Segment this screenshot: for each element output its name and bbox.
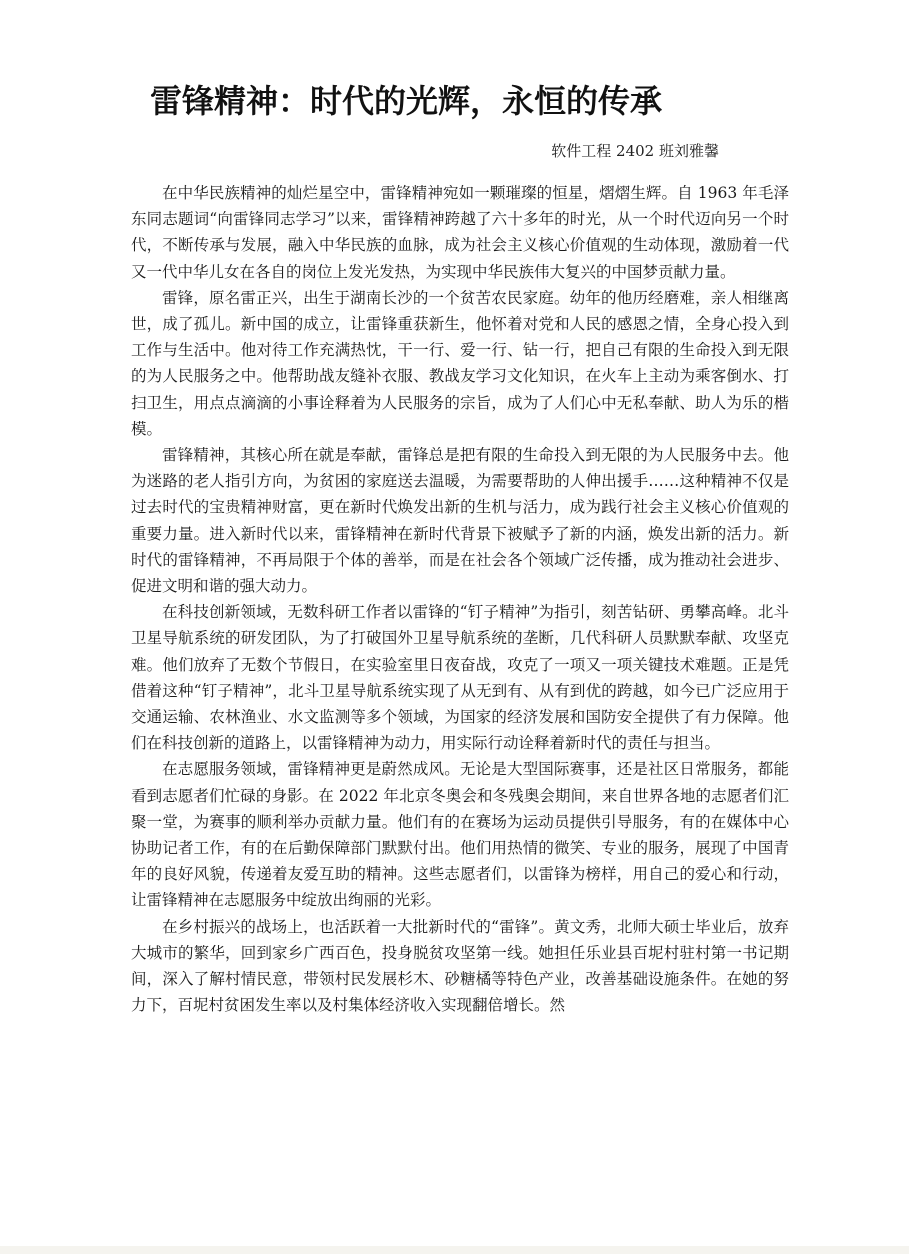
body-paragraph: 在乡村振兴的战场上，也活跃着一大批新时代的“雷锋”。黄文秀，北师大硕士毕业后，放弃大城市的繁华，回到家乡广西百色，投身脱贫攻坚第一线。她担任乐业县百坭村驻村第一书记期间，深入了解村情民意，带领村民发展杉木、砂糖橘等特色产业，改善基础设施条件。在她的努力下，百坭村贫困发生率以及村集体经济收入实现翻倍增长。然 [131,917,789,1015]
document-body [131,180,789,1019]
body-paragraph: 雷锋，原名雷正兴，出生于湖南长沙的一个贫苦农民家庭。幼年的他历经磨难，亲人相继离世，成了孤儿。新中国的成立，让雷锋重获新生，他怀着对党和人民的感恩之情，全身心投入到工作与生活中。他对待工作充满热忱，干一行、爱一行、钻一行，把自己有限的生命投入到无限的为人民服务之中。他帮助战友缝补衣服、教战友学习文化知识，在火车上主动为乘客倒水、打扫卫生，用点点滴滴的小事诠释着为人民服务的宗旨，成为了人们心中无私奉献、助人为乐的楷模。 [131,288,789,438]
author-line: 软件工程 2402 班刘雅馨 [551,142,719,160]
body-paragraph: 在科技创新领域，无数科研工作者以雷锋的“钉子精神”为指引，刻苦钻研、勇攀高峰。北斗卫星导航系统的研发团队，为了打破国外卫星导航系统的垄断，几代科研人员默默奉献、攻坚克难。他们放弃了无数个节假日，在实验室里日夜奋战，攻克了一项又一项关键技术难题。正是凭借着这种“钉子精神”，北斗卫星导航系统实现了从无到有、从有到优的跨越，如今已广泛应用于交通运输、农林渔业、水文监测等多个领域，为国家的经济发展和国防安全提供了有力保障。他们在科技创新的道路上，以雷锋精神为动力，用实际行动诠释着新时代的责任与担当。 [131,603,789,753]
page-bottom-edge [0,1246,909,1254]
body-paragraph: 在中华民族精神的灿烂星空中，雷锋精神宛如一颗璀璨的恒星，熠熠生辉。自 1963 年毛泽东同志题词“向雷锋同志学习”以来，雷锋精神跨越了六十多年的时光，从一个时代迈向另一个时代，不断传承与发展，融入中华民族的血脉，成为社会主义核心价值观的生动体现，激励着一代又一代中华儿女在各自的岗位上发光发热，为实现中华民族伟大复兴的中国梦贡献力量。 [131,184,789,281]
document-title: 雷锋精神：时代的光辉，永恒的传承 [150,82,663,120]
body-paragraph: 雷锋精神，其核心所在就是奉献，雷锋总是把有限的生命投入到无限的为人民服务中去。他为迷路的老人指引方向，为贫困的家庭送去温暖，为需要帮助的人伸出援手……这种精神不仅是过去时代的宝贵精神财富，更在新时代焕发出新的生机与活力，成为践行社会主义核心价值观的重要力量。进入新时代以来，雷锋精神在新时代背景下被赋予了新的内涵，焕发出新的活力。新时代的雷锋精神，不再局限于个体的善举，而是在社会各个领域广泛传播，成为推动社会进步、促进文明和谐的强大动力。 [131,446,789,596]
body-paragraph: 在志愿服务领域，雷锋精神更是蔚然成风。无论是大型国际赛事，还是社区日常服务，都能看到志愿者们忙碌的身影。在 2022 年北京冬奥会和冬残奥会期间，来自世界各地的志愿者们汇聚一堂，为赛事的顺利举办贡献力量。他们有的在赛场为运动员提供引导服务，有的在媒体中心协助记者工作，有的在后勤保障部门默默付出。他们用热情的微笑、专业的服务，展现了中国青年的良好风貌，传递着友爱互助的精神。这些志愿者们，以雷锋为榜样，用自己的爱心和行动，让雷锋精神在志愿服务中绽放出绚丽的光彩。 [131,760,789,910]
